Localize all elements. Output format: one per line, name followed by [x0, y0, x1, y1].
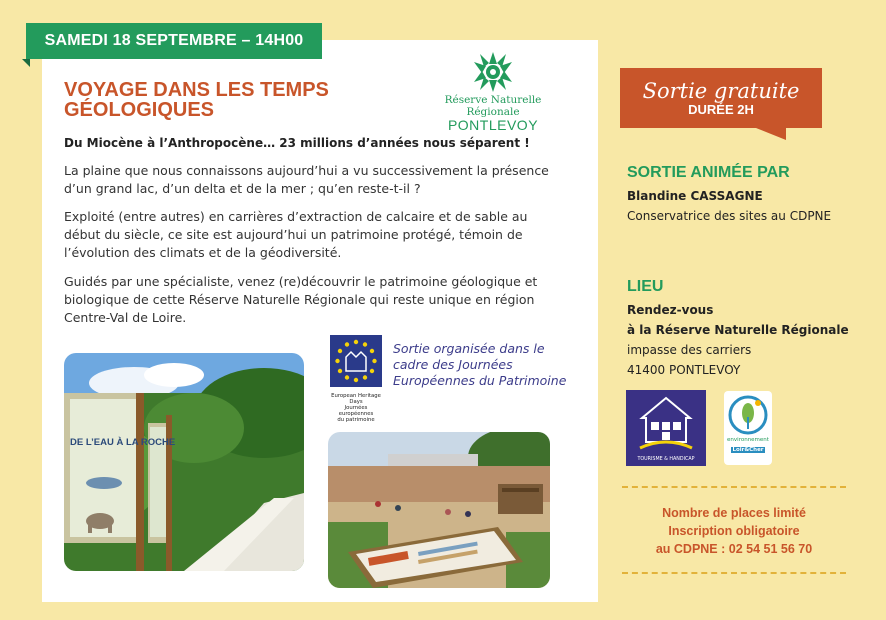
- free-event-ribbon: [620, 68, 822, 128]
- animated-by-heading: SORTIE ANIMÉE PAR: [627, 164, 790, 181]
- date-banner: SAMEDI 18 SEPTEMBRE – 14H00: [26, 23, 322, 59]
- divider-bottom: [622, 572, 846, 574]
- photo-sign-text: DE L’EAU À LA ROCHE: [70, 437, 176, 448]
- reserve-logo: [418, 52, 568, 133]
- description-paragraph-2: Exploité (entre autres) en carrières d’extraction de calcaire et de sable au début du siècle, ce site est aujourd’hui un patrimoine protégé, témoin de l’évolution des climats et de la géodiversité.: [64, 209, 528, 260]
- reserve-logo-name: Réserve Naturelle Régionale: [444, 94, 542, 118]
- event-subtitle: Du Miocène à l’Anthropocène… 23 millions d’années nous séparent !: [64, 136, 530, 150]
- duration-label: DURÉE 2H: [688, 102, 754, 117]
- environnement-caption: environnement: [727, 437, 769, 443]
- environnement-logo: [724, 391, 772, 465]
- event-title-line2: GÉOLOGIQUES: [64, 99, 215, 121]
- animator-info: [627, 186, 877, 226]
- location-line2: à la Réserve Naturelle Régionale: [627, 323, 849, 337]
- reserve-logo-place: PONTLEVOY: [447, 117, 539, 133]
- notice-line1: Nombre de places limité: [662, 506, 806, 520]
- ehd-logo-line2: Journées européennes: [338, 405, 374, 417]
- leaf-icon: [724, 391, 772, 437]
- ehd-logo-line3: du patrimoine: [337, 417, 375, 423]
- european-heritage-days-logo: [330, 335, 382, 423]
- free-event-label: Sortie gratuite: [642, 79, 800, 103]
- loir-cher-caption: Loir&Cher: [732, 447, 764, 453]
- photo-quarry-site: [328, 432, 550, 588]
- location-heading: LIEU: [627, 278, 664, 295]
- location-info: [627, 300, 877, 380]
- divider-top: [622, 486, 846, 488]
- location-line4: 41400 PONTLEVOY: [627, 363, 741, 377]
- notice-line3: au CDPNE : 02 54 51 56 70: [655, 542, 813, 556]
- flower-icon: [472, 52, 514, 92]
- photo-trail-signs: [64, 353, 304, 571]
- tourisme-handicap-caption: TOURISME & HANDICAP: [637, 457, 695, 462]
- date-banner-fold: [22, 59, 30, 67]
- ehd-caption: Sortie organisée dans le cadre des Journées Européennes du Patrimoine: [393, 341, 567, 388]
- location-line3: impasse des carriers: [627, 343, 752, 357]
- event-title: [64, 80, 384, 120]
- description-paragraph-1: La plaine que nous connaissons aujourd’hui a vu successivement la présence d’un grand lac, d’un delta et de la mer ; qu’en reste-t-il ?: [64, 163, 549, 196]
- animator-role: Conservatrice des sites au CDPNE: [627, 209, 832, 223]
- accessibility-icon: [626, 390, 706, 454]
- notice-line2: Inscription obligatoire: [668, 524, 800, 538]
- animator-name: Blandine CASSAGNE: [627, 189, 763, 203]
- location-line1: Rendez-vous: [627, 303, 714, 317]
- registration-notice: [622, 504, 846, 558]
- ehd-logo-line1: European Heritage Days: [331, 393, 381, 405]
- tourisme-handicap-logo: [626, 390, 706, 466]
- ribbon-tail: [756, 128, 786, 140]
- event-title-line1: VOYAGE DANS LES TEMPS: [64, 79, 329, 101]
- description-paragraph-3: Guidés par une spécialiste, venez (re)découvrir le patrimoine géologique et biologique de cette Réserve Naturelle Régionale qui reste unique en région Centre-Val de Loire.: [64, 274, 538, 325]
